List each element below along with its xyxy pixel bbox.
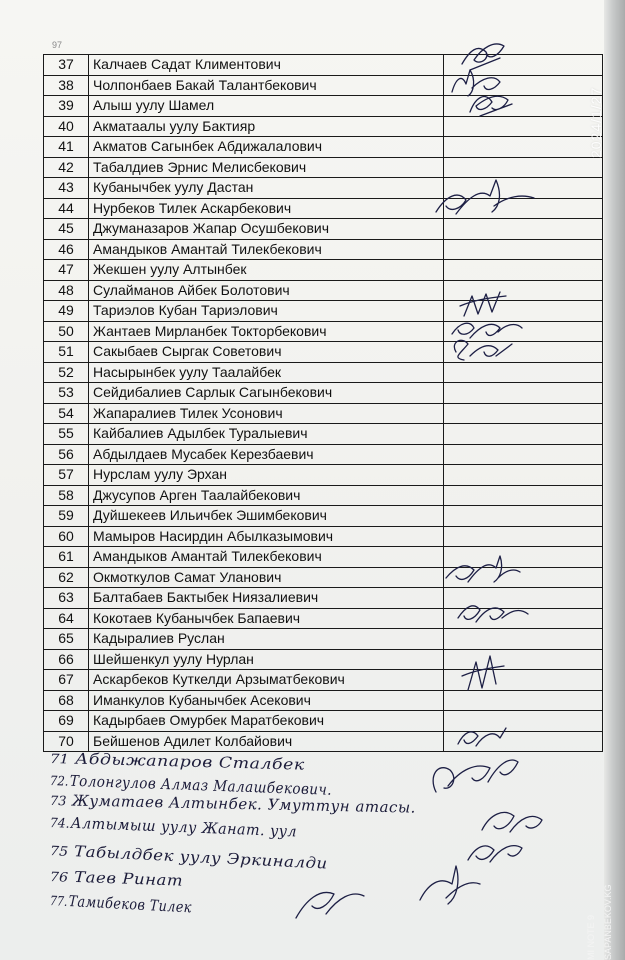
table-row <box>44 239 603 260</box>
row-signature-cell <box>444 444 603 465</box>
row-full-name: Джусупов Арген Таалайбекович <box>89 485 444 506</box>
row-signature-cell <box>444 178 603 199</box>
handwritten-entry-text: Жуматаев Алтынбек. Умуттун атасы. <box>71 791 417 817</box>
row-signature-cell <box>444 321 603 342</box>
row-signature-cell <box>444 629 603 650</box>
row-number: 40 <box>44 116 89 137</box>
row-signature-cell <box>444 362 603 383</box>
row-number: 44 <box>44 198 89 219</box>
table-row <box>44 321 603 342</box>
row-signature-cell <box>444 506 603 527</box>
row-full-name: Окмоткулов Самат Уланович <box>89 567 444 588</box>
row-full-name: Акматов Сагынбек Абдижалалович <box>89 137 444 158</box>
row-signature-cell <box>444 383 603 404</box>
row-full-name: Жапаралиев Тилек Усонович <box>89 403 444 424</box>
row-full-name: Алыш уулу Шамел <box>89 96 444 117</box>
table-row <box>44 219 603 240</box>
row-signature-cell <box>444 301 603 322</box>
table-row <box>44 260 603 281</box>
row-signature-cell <box>444 547 603 568</box>
row-full-name: Сейдибалиев Сарлык Сагынбекович <box>89 383 444 404</box>
row-number: 39 <box>44 96 89 117</box>
row-number: 37 <box>44 55 89 76</box>
row-full-name: Сулайманов Айбек Болотович <box>89 280 444 301</box>
row-number: 65 <box>44 629 89 650</box>
row-number: 52 <box>44 362 89 383</box>
handwritten-entry-number: 76 <box>49 870 69 886</box>
handwritten-entry-number: 75 <box>49 844 69 860</box>
handwritten-entry-text: Абдыжапаров Сталбек <box>75 749 306 774</box>
row-number: 54 <box>44 403 89 424</box>
row-number: 41 <box>44 137 89 158</box>
handwritten-entry-text: Табылдбек уулу Эркиналди <box>73 842 329 873</box>
table-row <box>44 55 603 76</box>
row-full-name: Кадырбаев Омурбек Маратбекович <box>89 711 444 732</box>
table-row <box>44 383 603 404</box>
handwritten-entry <box>50 812 298 840</box>
row-signature-cell <box>444 75 603 96</box>
handwritten-entry-text: Толонгулов Алмаз Малашбекович. <box>69 771 333 799</box>
row-number: 57 <box>44 465 89 486</box>
table-row <box>44 116 603 137</box>
device-watermark: MI NOTE 9 <box>586 914 596 960</box>
table-row <box>44 588 603 609</box>
handwritten-entry-number: 71 <box>49 752 70 768</box>
handwritten-entry-number: 73 <box>49 794 67 810</box>
signature-list-table <box>43 54 603 752</box>
row-number: 42 <box>44 157 89 178</box>
row-full-name: Нурбеков Тилек Аскарбекович <box>89 198 444 219</box>
row-signature-cell <box>444 198 603 219</box>
row-signature-cell <box>444 567 603 588</box>
handwritten-entry-text: Тамибеков Тилек <box>68 891 193 917</box>
table-row <box>44 424 603 445</box>
row-number: 51 <box>44 342 89 363</box>
table-row <box>44 342 603 363</box>
row-full-name: Чолпонбаев Бакай Талантбекович <box>89 75 444 96</box>
row-signature-cell <box>444 485 603 506</box>
table-row <box>44 403 603 424</box>
row-full-name: Кокотаев Кубанычбек Бапаевич <box>89 608 444 629</box>
table-row <box>44 608 603 629</box>
row-number: 53 <box>44 383 89 404</box>
row-number: 48 <box>44 280 89 301</box>
table-row <box>44 567 603 588</box>
row-number: 59 <box>44 506 89 527</box>
table-row <box>44 485 603 506</box>
handwritten-entry-text: Таев Ринат <box>73 867 184 890</box>
row-full-name: Балтабаев Бактыбек Ниязалиевич <box>89 588 444 609</box>
signature-row-76 <box>420 866 480 904</box>
table-row <box>44 690 603 711</box>
row-signature-cell <box>444 96 603 117</box>
table-row <box>44 280 603 301</box>
row-full-name: Дуйшекеев Ильичбек Эшимбекович <box>89 506 444 527</box>
row-number: 58 <box>44 485 89 506</box>
table-row <box>44 731 603 752</box>
row-signature-cell <box>444 731 603 752</box>
row-full-name: Шейшенкул уулу Нурлан <box>89 649 444 670</box>
row-number: 61 <box>44 547 89 568</box>
row-signature-cell <box>444 157 603 178</box>
signature-row-77 <box>296 892 364 918</box>
handwritten-entry <box>50 866 184 890</box>
row-full-name: Жантаев Мирланбек Токторбекович <box>89 321 444 342</box>
handwritten-entry-number: 72. <box>49 774 69 790</box>
row-number: 68 <box>44 690 89 711</box>
row-number: 62 <box>44 567 89 588</box>
signature-row-71 <box>433 760 518 792</box>
date-watermark: 2024/1/27 <box>588 86 604 158</box>
table-body <box>44 55 603 752</box>
page-corner-mark: 97 <box>52 40 63 50</box>
handwritten-entry <box>50 890 193 916</box>
row-signature-cell <box>444 260 603 281</box>
row-number: 64 <box>44 608 89 629</box>
table-row <box>44 137 603 158</box>
row-full-name: Акматаалы уулу Бактияр <box>89 116 444 137</box>
table-row <box>44 96 603 117</box>
table-row <box>44 526 603 547</box>
table-row <box>44 178 603 199</box>
row-number: 56 <box>44 444 89 465</box>
row-full-name: Иманкулов Кубанычбек Асекович <box>89 690 444 711</box>
row-signature-cell <box>444 608 603 629</box>
site-watermark: SAPANBEKOV.KG <box>603 884 613 960</box>
table-row <box>44 301 603 322</box>
row-full-name: Мамыров Насирдин Абылказымович <box>89 526 444 547</box>
row-signature-cell <box>444 424 603 445</box>
row-number: 70 <box>44 731 89 752</box>
row-full-name: Амандыков Амантай Тилекбекович <box>89 547 444 568</box>
table-row <box>44 649 603 670</box>
handwritten-entry-number: 77. <box>49 894 68 910</box>
table-row <box>44 157 603 178</box>
row-full-name: Насырынбек уулу Таалайбек <box>89 362 444 383</box>
table-row <box>44 444 603 465</box>
signature-row-74 <box>482 812 542 832</box>
table-row <box>44 629 603 650</box>
table-row <box>44 198 603 219</box>
row-number: 45 <box>44 219 89 240</box>
row-full-name: Кайбалиев Адылбек Туралыевич <box>89 424 444 445</box>
row-full-name: Кадыралиев Руслан <box>89 629 444 650</box>
table-row <box>44 670 603 691</box>
row-number: 47 <box>44 260 89 281</box>
row-number: 60 <box>44 526 89 547</box>
row-signature-cell <box>444 690 603 711</box>
handwritten-entry <box>50 790 416 817</box>
row-full-name: Сакыбаев Сыргак Советович <box>89 342 444 363</box>
row-number: 49 <box>44 301 89 322</box>
row-number: 66 <box>44 649 89 670</box>
row-number: 43 <box>44 178 89 199</box>
table-row <box>44 547 603 568</box>
row-signature-cell <box>444 526 603 547</box>
table-row <box>44 506 603 527</box>
row-signature-cell <box>444 342 603 363</box>
row-number: 38 <box>44 75 89 96</box>
row-full-name: Абдылдаев Мусабек Керезбаевич <box>89 444 444 465</box>
row-signature-cell <box>444 280 603 301</box>
row-signature-cell <box>444 649 603 670</box>
signature-row-75 <box>468 846 522 862</box>
row-signature-cell <box>444 137 603 158</box>
row-full-name: Калчаев Садат Климентович <box>89 55 444 76</box>
row-signature-cell <box>444 239 603 260</box>
table-row <box>44 465 603 486</box>
row-signature-cell <box>444 403 603 424</box>
row-signature-cell <box>444 55 603 76</box>
table-row <box>44 362 603 383</box>
row-full-name: Джуманазаров Жапар Осушбекович <box>89 219 444 240</box>
row-full-name: Бейшенов Адилет Колбайович <box>89 731 444 752</box>
row-full-name: Кубанычбек уулу Дастан <box>89 178 444 199</box>
row-full-name: Нурслам уулу Эрхан <box>89 465 444 486</box>
row-full-name: Жекшен уулу Алтынбек <box>89 260 444 281</box>
handwritten-entry-number: 74. <box>49 816 70 832</box>
row-number: 63 <box>44 588 89 609</box>
row-signature-cell <box>444 116 603 137</box>
row-number: 55 <box>44 424 89 445</box>
row-number: 69 <box>44 711 89 732</box>
row-number: 50 <box>44 321 89 342</box>
row-signature-cell <box>444 588 603 609</box>
row-number: 67 <box>44 670 89 691</box>
row-full-name: Амандыков Амантай Тилекбекович <box>89 239 444 260</box>
row-signature-cell <box>444 219 603 240</box>
row-full-name: Тариэлов Кубан Тариэлович <box>89 301 444 322</box>
table-row <box>44 711 603 732</box>
row-number: 46 <box>44 239 89 260</box>
handwritten-entry-text: Алтымыш уулу Жанат. уул <box>70 813 298 841</box>
table-row <box>44 75 603 96</box>
row-signature-cell <box>444 465 603 486</box>
row-signature-cell <box>444 711 603 732</box>
row-full-name: Табалдиев Эрнис Мелисбекович <box>89 157 444 178</box>
row-signature-cell <box>444 670 603 691</box>
row-full-name: Аскарбеков Куткелди Арзыматбекович <box>89 670 444 691</box>
